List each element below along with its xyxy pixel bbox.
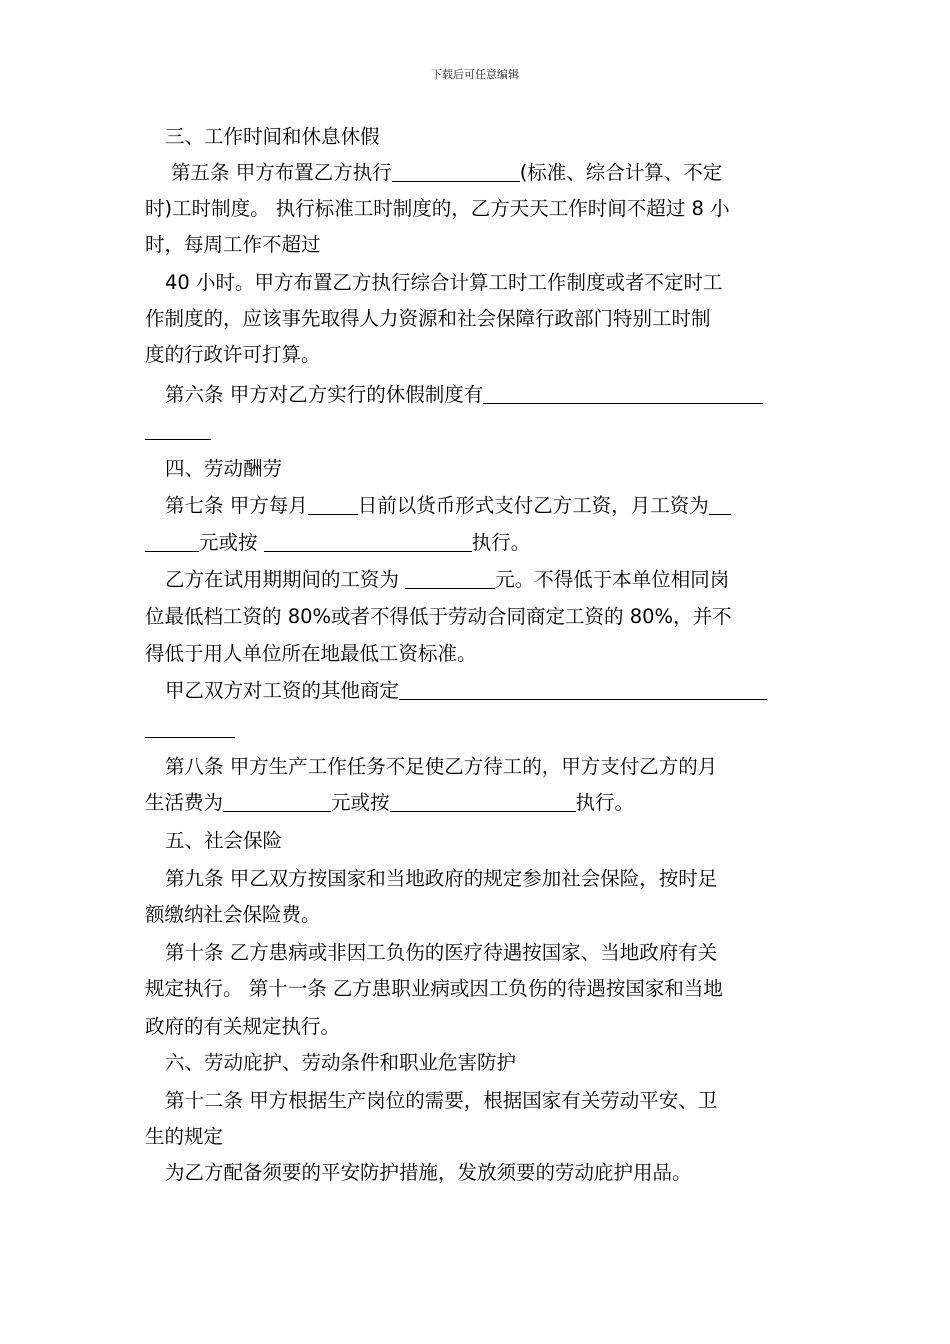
fill-in-blank[interactable] (145, 715, 235, 738)
other-salary-terms-line (165, 676, 767, 706)
article-5-line (171, 158, 722, 188)
paragraph-line: 40 小时。甲方布置乙方执行综合计算工时工作制度或者不定时工 (165, 271, 723, 294)
paragraph-line: 时，每周工作不超过 (145, 233, 321, 256)
article-6-line (165, 380, 763, 410)
blank-continuation (145, 714, 235, 744)
paragraph-line: 位最低档工资的 80%或者不得低于劳动合同商定工资的 80%，并不 (145, 605, 732, 628)
text-segment: 执行。 (471, 531, 531, 554)
paragraph-line: 第九条 甲乙双方按国家和当地政府的规定参加社会保险，按时足 (165, 867, 718, 890)
article-7-continuation (145, 528, 530, 558)
text-segment: 第五条 甲方布置乙方执行 (171, 161, 392, 184)
paragraph-line: 第十条 乙方患病或非因工负伤的医疗待遇按国家、当地政府有关 (165, 941, 718, 964)
paragraph-line: 为乙方配备须要的平安防护措施，发放须要的劳动庇护用品。 (165, 1161, 692, 1184)
fill-in-blank[interactable] (483, 381, 763, 404)
text-segment: 生活费为 (145, 791, 224, 814)
fill-in-blank[interactable] (405, 566, 495, 589)
fill-in-blank[interactable] (399, 677, 767, 700)
paragraph-line: 生的规定 (145, 1125, 224, 1148)
fill-in-blank[interactable] (392, 159, 520, 182)
section-heading: 四、劳动酬劳 (165, 457, 283, 480)
blank-continuation (145, 416, 211, 446)
probation-salary-line (165, 565, 729, 595)
paragraph-line: 度的行政许可打算。 (145, 343, 321, 366)
fill-in-blank[interactable] (264, 529, 472, 552)
paragraph-line: 得低于用人单位所在地最低工资标准。 (145, 642, 477, 665)
paragraph-line: 时)工时制度。 执行标准工时制度的，乙方天天工作时间不超过 8 小 (145, 197, 730, 220)
text-segment: 执行。 (575, 791, 635, 814)
fill-in-blank[interactable] (709, 492, 731, 515)
fill-in-blank[interactable] (390, 789, 576, 812)
text-segment: 日前以货币形式支付乙方工资，月工资为 (357, 494, 709, 517)
text-segment: 甲乙双方对工资的其他商定 (165, 679, 400, 702)
text-segment: 乙方在试用期期间的工资为 (165, 568, 406, 591)
section-heading: 六、劳动庇护、劳动条件和职业危害防护 (165, 1051, 517, 1074)
paragraph-line: 第十二条 甲方根据生产岗位的需要，根据国家有关劳动平安、卫 (165, 1089, 718, 1112)
text-segment: 第六条 甲方对乙方实行的休假制度有 (165, 383, 484, 406)
section-heading: 三、工作时间和休息休假 (165, 125, 380, 148)
article-7-line (165, 491, 731, 521)
text-segment: 元。不得低于本单位相同岗 (495, 568, 730, 591)
text-segment: (标准、综合计算、不定 (519, 161, 723, 184)
text-segment: 元或按 (199, 531, 264, 554)
section-heading: 五、社会保险 (165, 829, 283, 852)
paragraph-line: 政府的有关规定执行。 (145, 1015, 341, 1038)
fill-in-blank[interactable] (223, 789, 331, 812)
text-segment: 第七条 甲方每月 (165, 494, 308, 517)
paragraph-line: 第八条 甲方生产工作任务不足使乙方待工的，甲方支付乙方的月 (165, 755, 718, 778)
text-segment: 元或按 (331, 791, 390, 814)
paragraph-line: 额缴纳社会保险费。 (145, 903, 321, 926)
fill-in-blank[interactable] (308, 492, 358, 515)
paragraph-line: 作制度的，应该事先取得人力资源和社会保障行政部门特别工时制 (145, 307, 711, 330)
page-header: 下载后可任意编辑 (431, 68, 519, 81)
paragraph-line: 规定执行。 第十一条 乙方患职业病或因工负伤的待遇按国家和当地 (145, 977, 723, 1000)
fill-in-blank[interactable] (145, 529, 199, 552)
article-8-continuation (145, 788, 634, 818)
fill-in-blank[interactable] (145, 417, 211, 440)
